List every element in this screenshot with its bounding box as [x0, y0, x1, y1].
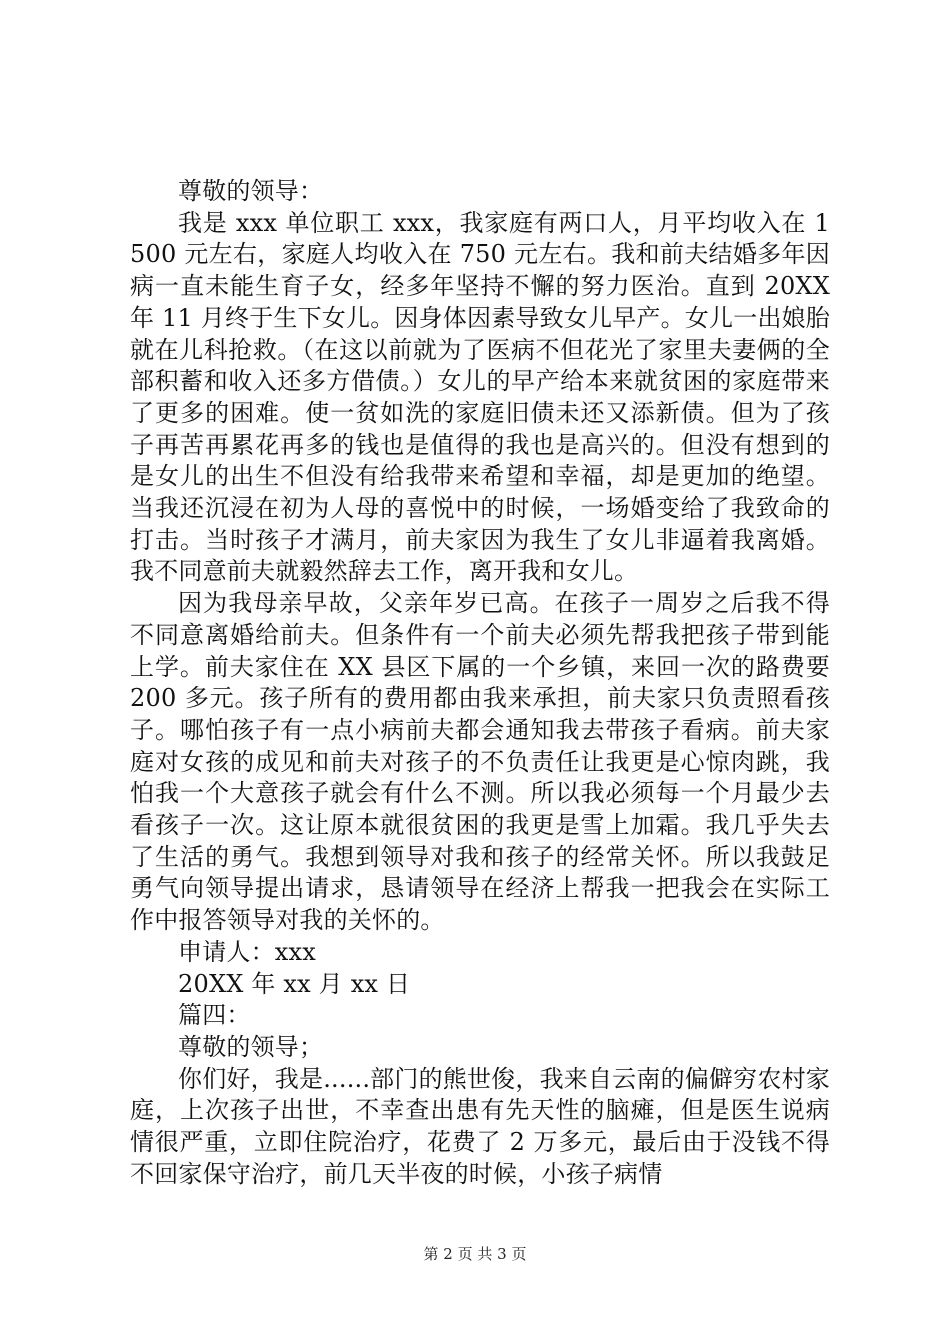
document-body	[130, 176, 830, 1191]
body-paragraph-2: 因为我母亲早故，父亲年岁已高。在孩子一周岁之后我不得不同意离婚给前夫。但条件有一个前夫必须先帮我把孩子带到能上学。前夫家住在 XX 县区下属的一个乡镇，来回一次的路费要 200 多元。孩子所有的费用都由我来承担，前夫家只负责照看孩子。哪怕孩子有一点小病前夫都会通知我去带孩子看病。前夫家庭对女孩的成见和前夫对孩子的不负责任让我更是心惊肉跳，我怕我一个大意孩子就会有什么不测。所以我必须每一个月最少去看孩子一次。这让原本就很贫困的我更是雪上加霜。我几乎失去了生活的勇气。我想到领导对我和孩子的经常关怀。所以我鼓足勇气向领导提出请求，恳请领导在经济上帮我一把我会在实际工作中报答领导对我的关怀的。	[130, 589, 830, 935]
body-paragraph-1: 我是 xxx 单位职工 xxx，我家庭有两口人，月平均收入在 1500 元左右，家庭人均收入在 750 元左右。我和前夫结婚多年因病一直未能生育子女，经多年坚持不懈的努力医治。直到 20XX 年 11 月终于生下女儿。因身体因素导致女儿早产。女儿一出娘胎就在儿科抢救。（在这以前就为了医病不但花光了家里夫妻俩的全部积蓄和收入还多方借债。）女儿的早产给本来就贫困的家庭带来了更多的困难。使一贫如洗的家庭旧债未还又添新债。但为了孩子再苦再累花再多的钱也是值得的我也是高兴的。但没有想到的是女儿的出生不但没有给我带来希望和幸福，却是更加的绝望。当我还沉浸在初为人母的喜悦中的时候，一场婚变给了我致命的打击。当时孩子才满月，前夫家因为我生了女儿非逼着我离婚。我不同意前夫就毅然辞去工作，离开我和女儿。	[130, 208, 830, 586]
applicant-signature: 申请人：xxx	[178, 937, 317, 966]
page-footer: 第 2 页 共 3 页	[423, 1245, 527, 1263]
salutation-2: 尊敬的领导；	[178, 1032, 324, 1061]
salutation: 尊敬的领导：	[178, 177, 324, 205]
section-heading: 篇四：	[178, 1001, 251, 1030]
date-line: 20XX 年 xx 月 xx 日	[178, 969, 411, 998]
body-paragraph-3: 你们好，我是......部门的熊世俊，我来自云南的偏僻穷农村家庭，上次孩子出世，不幸查出患有先天性的脑瘫，但是医生说病情很严重，立即住院治疗，花费了 2 万多元，最后由于没钱不得不回家保守治疗，前几天半夜的时候，小孩子病情	[130, 1064, 830, 1188]
